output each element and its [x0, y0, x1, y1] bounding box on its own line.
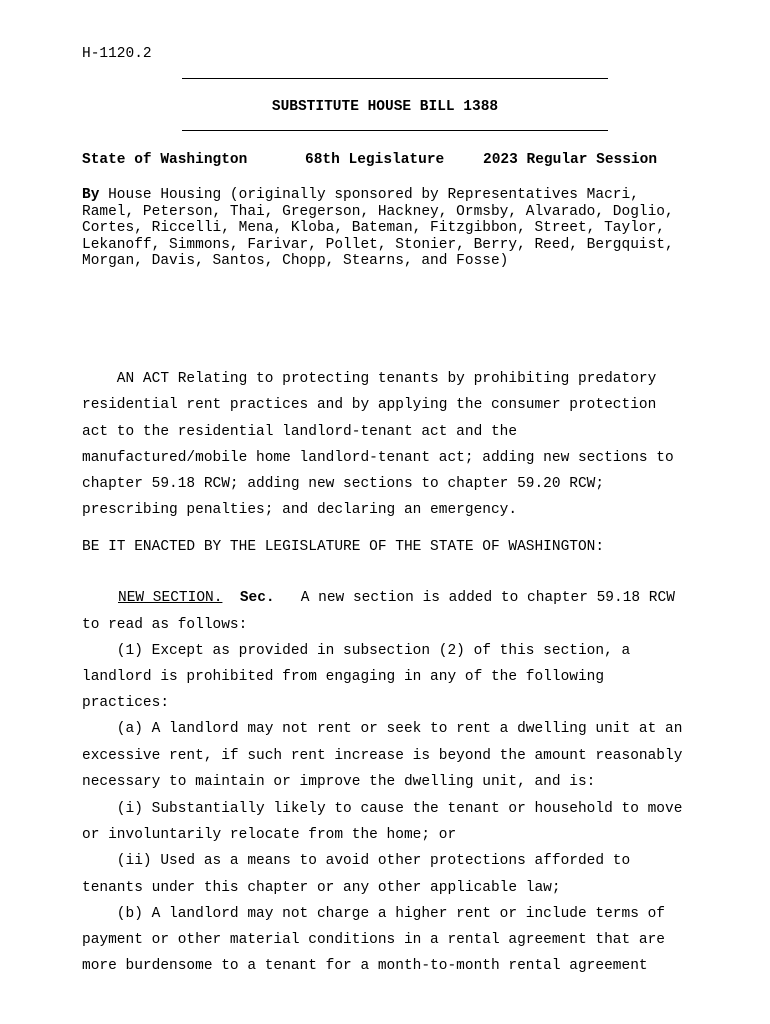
sponsor-line: Lekanoff, Simmons, Farivar, Pollet, Stonier, Berry, Reed, Bergquist,: [82, 236, 674, 253]
body-line: (i) Substantially likely to cause the tenant or household to move: [82, 801, 683, 817]
sponsor-block: [82, 187, 722, 269]
body-line: or involuntarily relocate from the home; or: [82, 827, 457, 843]
by-label: By: [82, 187, 100, 203]
sponsor-line: [82, 187, 722, 203]
act-line: prescribing penalties; and declaring an emergency.: [82, 502, 518, 518]
new-section-heading: [118, 590, 675, 606]
state-label: State of Washington: [82, 152, 248, 168]
new-section-label: NEW SECTION.: [118, 590, 223, 606]
top-rule: [182, 78, 608, 79]
document-id: H-1120.2: [82, 46, 152, 62]
sponsor-line: Ramel, Peterson, Thai, Gregerson, Hackney, Ormsby, Alvarado, Doglio,: [82, 203, 674, 220]
bottom-rule: [182, 130, 608, 131]
new-section-text: A new section is added to chapter 59.18 RCW: [300, 590, 675, 606]
body-line: (1) Except as provided in subsection (2) of this section, a: [82, 643, 631, 659]
sponsor-line: Morgan, Davis, Santos, Chopp, Stearns, and Fosse): [82, 253, 509, 269]
body-line: tenants under this chapter or any other applicable law;: [82, 880, 561, 896]
session-label: 2023 Regular Session: [483, 152, 658, 168]
act-line: residential rent practices and by applying the consumer protection: [82, 397, 657, 413]
act-line: chapter 59.18 RCW; adding new sections to chapter 59.20 RCW;: [82, 476, 605, 492]
sponsor-text: House Housing (originally sponsored by Representatives Macri,: [108, 187, 639, 203]
section-number-label: Sec.: [239, 590, 275, 606]
enacting-clause: BE IT ENACTED BY THE LEGISLATURE OF THE STATE OF WASHINGTON:: [82, 539, 605, 555]
body-line: (a) A landlord may not rent or seek to rent a dwelling unit at an: [82, 721, 683, 737]
body-line: necessary to maintain or improve the dwelling unit, and is:: [82, 774, 596, 790]
body-line: (ii) Used as a means to avoid other protections afforded to: [82, 853, 631, 869]
act-line: AN ACT Relating to protecting tenants by prohibiting predatory: [82, 371, 657, 387]
act-line: manufactured/mobile home landlord-tenant act; adding new sections to: [82, 450, 674, 466]
body-line: (b) A landlord may not charge a higher rent or include terms of: [82, 906, 665, 922]
body-line: more burdensome to a tenant for a month-to-month rental agreement: [82, 958, 648, 974]
legislature-label: 68th Legislature: [305, 152, 445, 168]
act-line: act to the residential landlord-tenant act and the: [82, 424, 518, 440]
body-line: excessive rent, if such rent increase is beyond the amount reasonably: [82, 748, 683, 764]
bill-title: SUBSTITUTE HOUSE BILL 1388: [271, 99, 499, 115]
body-line: practices:: [82, 695, 170, 711]
body-line: payment or other material conditions in a rental agreement that are: [82, 932, 665, 948]
sponsor-line: Cortes, Riccelli, Mena, Kloba, Bateman, Fitzgibbon, Street, Taylor,: [82, 220, 665, 236]
body-line: landlord is prohibited from engaging in any of the following: [82, 669, 605, 685]
body-line: to read as follows:: [82, 617, 248, 633]
